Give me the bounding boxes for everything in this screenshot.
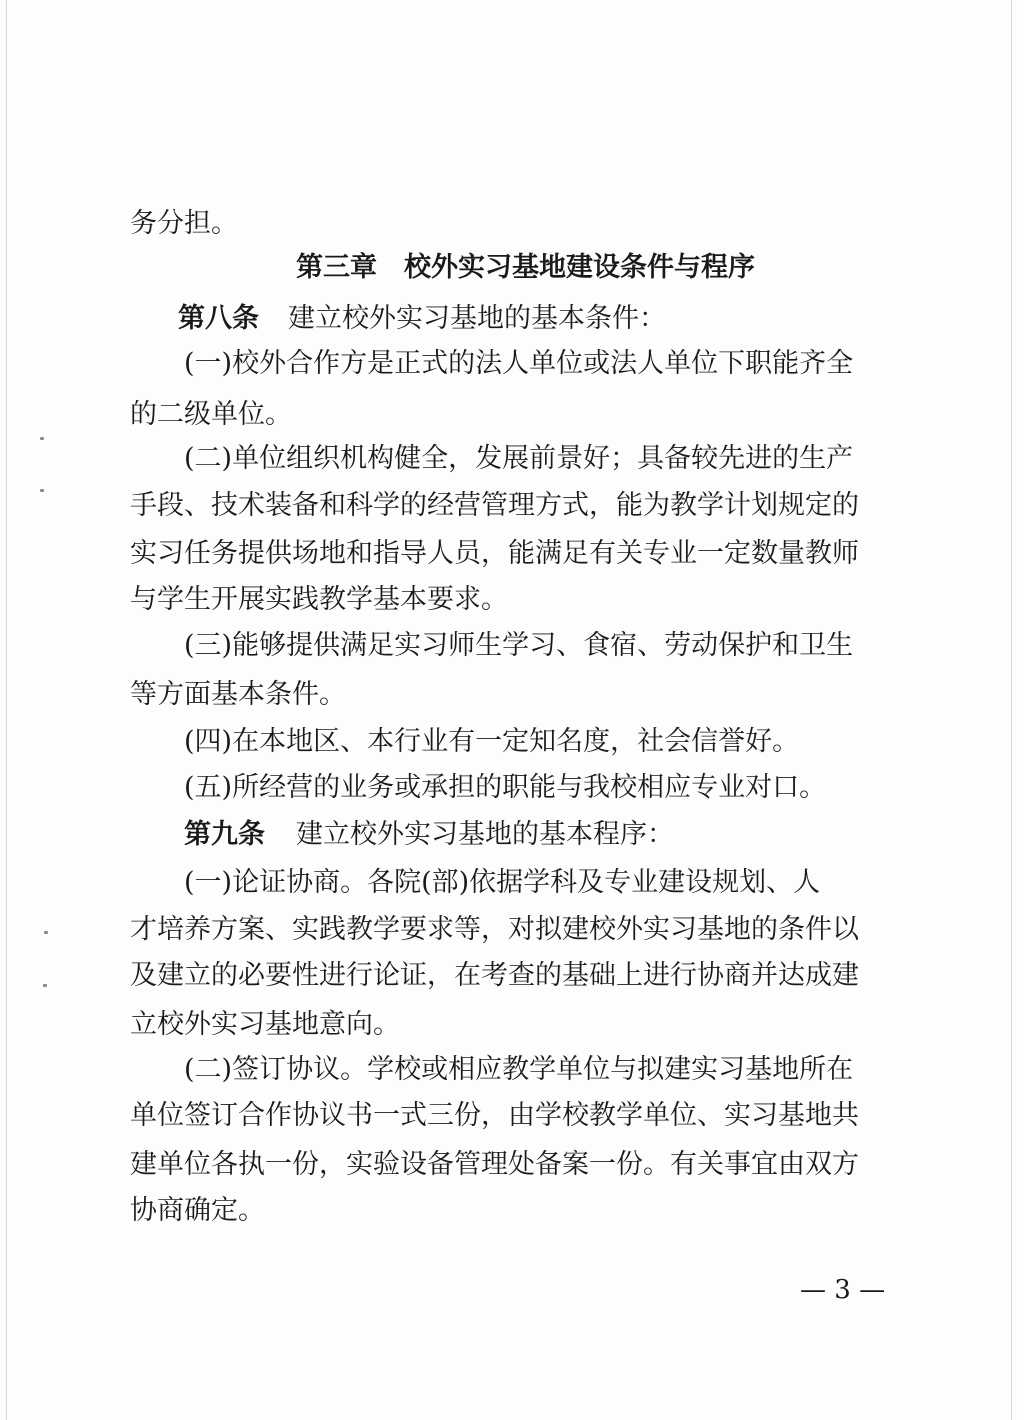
- scan-speck: [40, 437, 44, 440]
- page-number: — 3 —: [800, 1275, 886, 1305]
- article-8-head: 第八条: [178, 303, 259, 334]
- scan-edge-left: [6, 0, 7, 1420]
- article-8-text: 建立校外实习基地的基本条件：: [288, 303, 666, 334]
- scan-speck: [40, 489, 44, 492]
- scan-speck: [43, 984, 47, 987]
- scan-speck: [44, 931, 48, 934]
- article-9-head: 第九条: [184, 819, 265, 850]
- scan-edge-right: [1011, 0, 1012, 1420]
- chapter-title: 第三章 校外实习基地建设条件与程序: [296, 252, 755, 283]
- article-9-text: 建立校外实习基地的基本程序：: [296, 819, 674, 850]
- document-page: 务分担。 第三章 校外实习基地建设条件与程序 第八条 建立校外实习基地的基本条件： (一)校外合作方是正式的法人单位或法人单位下职能齐全 的二级单位。 (二)单位组织机构健全，发展前景好；具备较先进的生产 手段、技术装备和科学的经营管理方式，能为教学计划规定的 实习任务提供场地和指导人员，能满足有关专业一定数量教师 与学生开展实践教学基本要求。 (三)能够提供满足实习师生学习、食宿、劳动保护和卫生 等方面基本条件。 (四)在本地区、本行业有一定知名度，社会信誉好。 (五)所经营的业务或承担的职能与我校相应专业对口。 第九条 建立校外实习基地的基本程序： (一)论证协商。各院(部)依据学科及专业建设规划、人 才培养方案、实践教学要求等，对拟建校外实习基地的条件以 及建立的必要性进行论证，在考查的基础上进行协商并达成建 立校外实习基地意向。 (二)签订协议。学校或相应教学单位与拟建实习基地所在 单位签订合作协议书一式三份，由学校教学单位、实习基地共 建单位各执一份，实验设备管理处备案一份。有关事宜由双方 协商确定。 — 3 —: [0, 0, 1024, 1420]
